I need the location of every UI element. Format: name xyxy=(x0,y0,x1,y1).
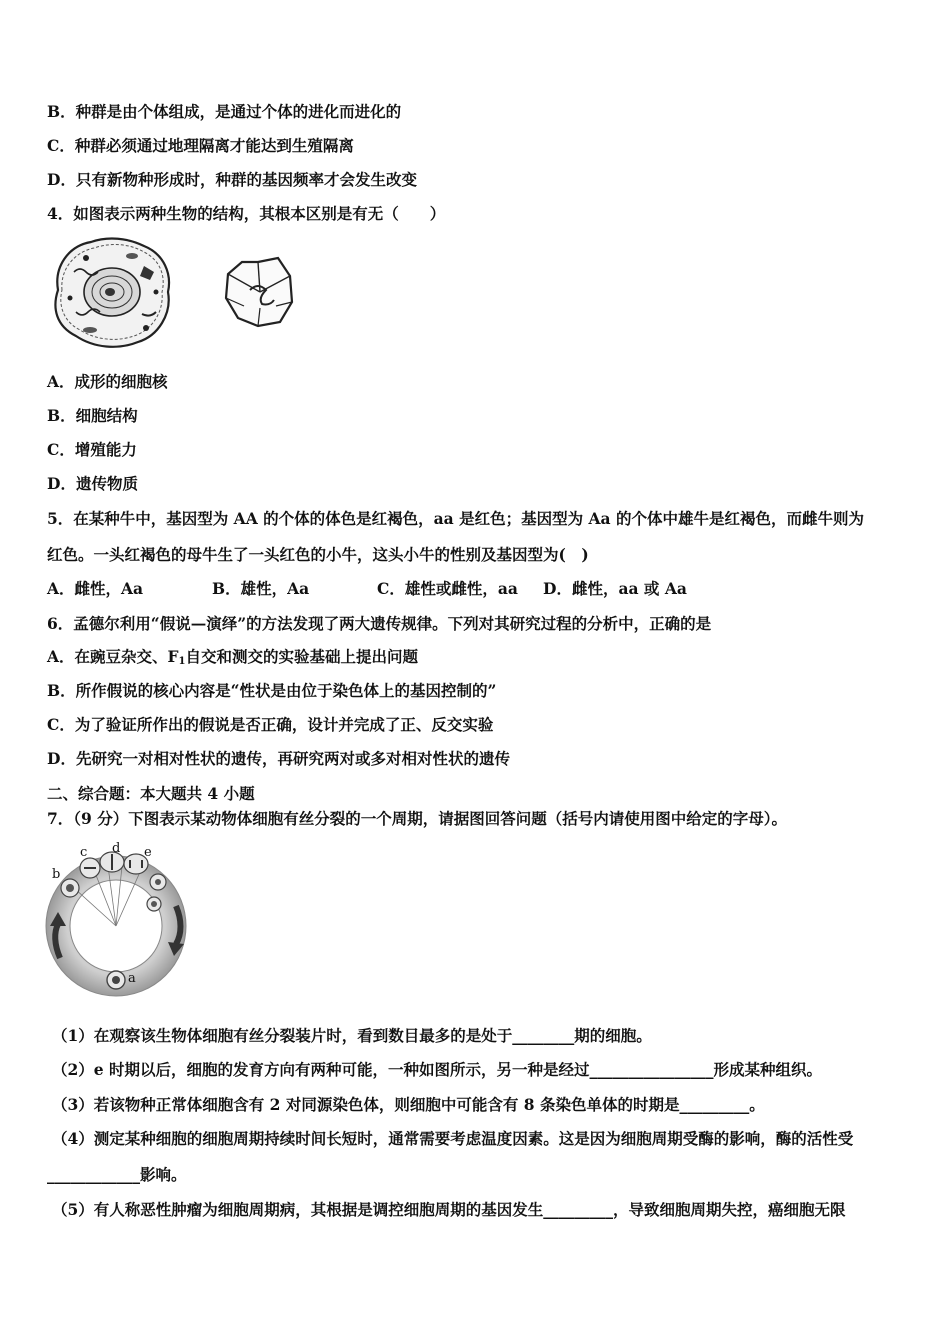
label-d: d xyxy=(112,841,121,856)
q6-option-b: B．所作假说的核心内容是“性状是由位于染色体上的基因控制的” xyxy=(47,681,497,700)
q7-sub4-line1: （4）测定某种细胞的细胞周期持续时间长短时，通常需要考虑温度因素。这是因为细胞周期受酶的影响，酶的活性受 xyxy=(52,1129,854,1148)
q5-option-d: D．雌性，aa 或 Aa xyxy=(543,579,687,598)
q7-sub3: （3）若该物种正常体细胞含有 2 对同源染色体，则细胞中可能含有 8 条染色单体的时期是_________。 xyxy=(52,1095,765,1114)
q4-figure xyxy=(46,232,306,352)
q5-option-a: A．雌性，Aa xyxy=(47,579,144,598)
q4-option-c: C．增殖能力 xyxy=(47,440,137,459)
eukaryotic-cell-image xyxy=(55,239,169,347)
q4-stem: 4．如图表示两种生物的结构，其根本区别是有无（ ） xyxy=(47,204,446,223)
label-b: b xyxy=(52,867,61,882)
section-heading: 二、综合题：本大题共 4 小题 xyxy=(47,784,255,803)
q5-stem-line2: 红色。一头红褐色的母牛生了一头红色的小牛，这头小牛的性别及基因型为( ) xyxy=(47,545,589,564)
q4-option-a: A．成形的细胞核 xyxy=(47,372,168,391)
q7-sub2: （2）e 时期以后，细胞的发育方向有两种可能，一种如图所示，另一种是经过________________形成某种组织。 xyxy=(52,1060,823,1079)
q3-option-c: C．种群必须通过地理隔离才能达到生殖隔离 xyxy=(47,136,354,155)
q6-option-c: C．为了验证所作出的假说是否正确，设计并完成了正、反交实验 xyxy=(47,715,494,734)
label-a: a xyxy=(128,971,136,986)
label-c: c xyxy=(80,845,88,860)
q5-options xyxy=(47,578,687,600)
q3-option-b: B．种群是由个体组成，是通过个体的进化而进化的 xyxy=(47,102,402,121)
cell-cycle-diagram xyxy=(40,840,200,1002)
q6-option-d: D．先研究一对相对性状的遗传，再研究两对或多对相对性状的遗传 xyxy=(47,749,510,768)
q4-option-b: B．细胞结构 xyxy=(47,406,138,425)
q5-stem-line1: 5．在某种牛中，基因型为 AA 的个体的体色是红褐色，aa 是红色；基因型为 Aa 的个体中雄牛是红褐色，而雌牛则为 xyxy=(47,509,864,528)
q6-stem: 6．孟德尔利用“假说—演绎”的方法发现了两大遗传规律。下列对其研究过程的分析中，正确的是 xyxy=(47,614,712,633)
q6-option-a: A．在豌豆杂交、$F_1$自交和测交的实验基础上提出问题 xyxy=(47,647,419,667)
q5-option-c: C．雄性或雌性，aa xyxy=(377,579,518,598)
q4-option-d: D．遗传物质 xyxy=(47,474,138,493)
q7-sub5: （5）有人称恶性肿瘤为细胞周期病，其根据是调控细胞周期的基因发生_________，导致细胞周期失控，癌细胞无限 xyxy=(52,1200,846,1219)
q7-sub1: （1）在观察该生物体细胞有丝分裂装片时，看到数目最多的是处于________期的细胞。 xyxy=(52,1026,652,1045)
q3-option-d: D．只有新物种形成时，种群的基因频率才会发生改变 xyxy=(47,170,417,189)
q7-stem: 7．（9 分）下图表示某动物体细胞有丝分裂的一个周期，请据图回答问题（括号内请使用图中给定的字母）。 xyxy=(47,809,787,828)
virus-image xyxy=(226,258,292,326)
label-e: e xyxy=(144,845,152,860)
q5-option-b: B．雄性，Aa xyxy=(212,579,310,598)
q7-sub4-line2: ____________影响。 xyxy=(47,1165,187,1184)
